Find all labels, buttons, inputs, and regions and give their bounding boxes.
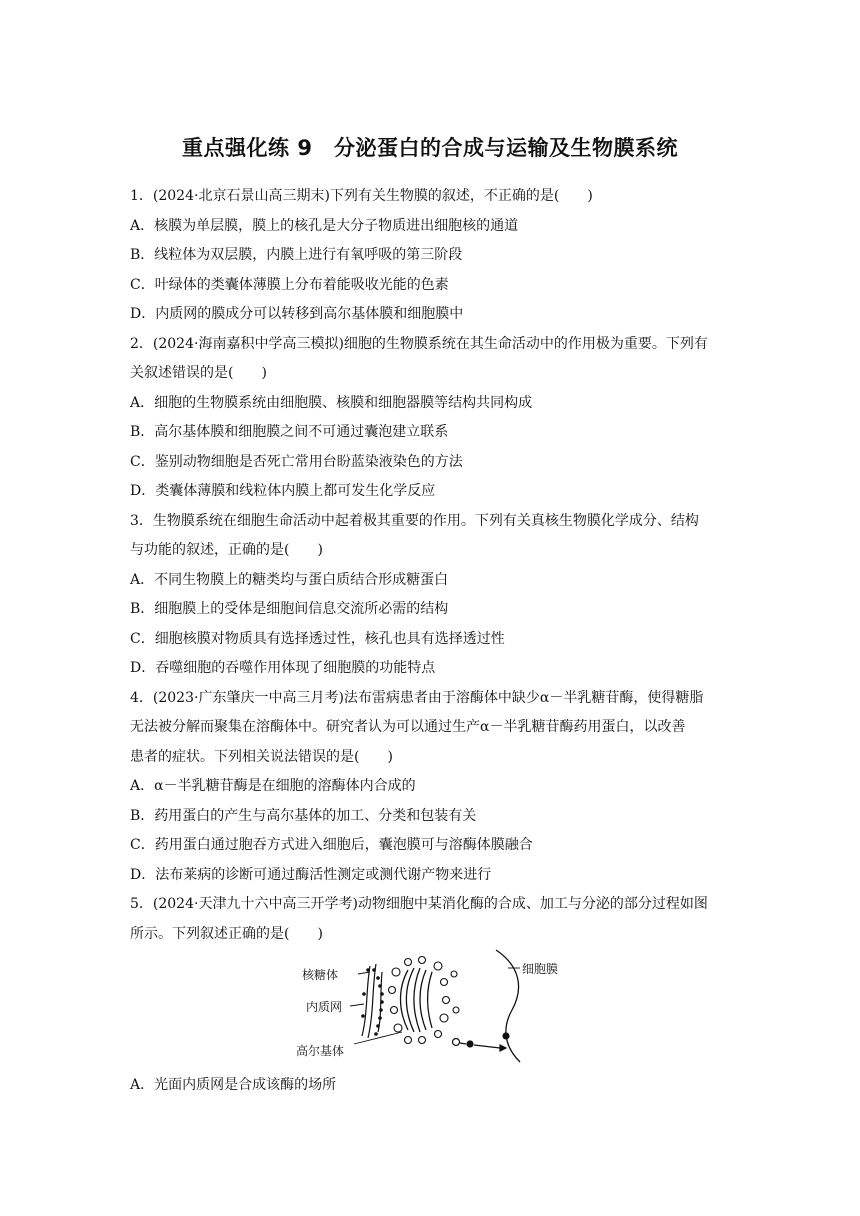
q2-stem-line2: 关叙述错误的是( ) [130, 365, 267, 381]
q3-option-d: D．吞噬细胞的吞噬作用体现了细胞膜的功能特点 [130, 660, 436, 676]
q1-option-a: A．核膜为单层膜，膜上的核孔是大分子物质进出细胞核的通道 [130, 218, 519, 234]
q4-stem-line3: 患者的症状。下列相关说法错误的是( ) [130, 749, 393, 765]
cell-secretion-diagram [298, 948, 588, 1063]
q4-option-b: B．药用蛋白的产生与高尔基体的加工、分类和包装有关 [130, 808, 477, 824]
q1-stem: 1．(2024·北京石景山高三期末)下列有关生物膜的叙述，不正确的是( ) [130, 188, 593, 204]
label-golgi: 高尔基体 [296, 1044, 345, 1058]
q2-option-b: B．高尔基体膜和细胞膜之间不可通过囊泡建立联系 [130, 424, 449, 440]
q2-option-a: A．细胞的生物膜系统由细胞膜、核膜和细胞器膜等结构共同构成 [130, 395, 533, 411]
golgi-stack [401, 968, 433, 1032]
q2-stem-line1: 2．(2024·海南嘉积中学高三模拟)细胞的生物膜系统在其生命活动中的作用极为重要。下列有 [130, 336, 708, 352]
q5-stem-line2: 所示。下列叙述正确的是( ) [130, 926, 323, 942]
q5-stem-line1: 5．(2024·天津九十六中高三开学考)动物细胞中某消化酶的合成、加工与分泌的部分过程如图 [130, 896, 708, 912]
q2-option-c: C．鉴别动物细胞是否死亡常用台盼蓝染液染色的方法 [130, 454, 463, 470]
q1-option-d: D．内质网的膜成分可以转移到高尔基体膜和细胞膜中 [130, 306, 464, 322]
vesicles [389, 957, 460, 1044]
secretion-path [453, 1033, 510, 1051]
page-title: 重点强化练 9 分泌蛋白的合成与运输及生物膜系统 [182, 136, 678, 160]
q2-option-d: D．类囊体薄膜和线粒体内膜上都可发生化学反应 [130, 483, 436, 499]
q3-stem-line2: 与功能的叙述，正确的是( ) [130, 542, 323, 558]
q3-option-c: C．细胞核膜对物质具有选择透过性，核孔也具有选择透过性 [130, 631, 505, 647]
label-er: 内质网 [306, 1000, 343, 1014]
q5-option-a: A．光面内质网是合成该酶的场所 [130, 1077, 337, 1093]
q4-option-c: C．药用蛋白通过胞吞方式进入细胞后，囊泡膜可与溶酶体膜融合 [130, 837, 533, 853]
q4-option-d: D．法布莱病的诊断可通过酶活性测定或测代谢产物来进行 [130, 867, 492, 883]
q3-stem-line1: 3．生物膜系统在细胞生命活动中起着极其重要的作用。下列有关真核生物膜化学成分、结构 [130, 513, 699, 529]
label-ribosome: 核糖体 [302, 968, 339, 982]
q4-stem-line2: 无法被分解而聚集在溶酶体中。研究者认为可以通过生产α－半乳糖苷酶药用蛋白，以改善 [130, 719, 686, 735]
label-cell-membrane: 细胞膜 [522, 962, 559, 976]
q4-stem-line1: 4．(2023·广东肇庆一中高三月考)法布雷病患者由于溶酶体中缺少α－半乳糖苷酶，使得糖脂 [130, 690, 704, 706]
q1-option-b: B．线粒体为双层膜，内膜上进行有氧呼吸的第三阶段 [130, 247, 463, 263]
q4-option-a: A．α－半乳糖苷酶是在细胞的溶酶体内合成的 [130, 778, 416, 794]
q1-option-c: C．叶绿体的类囊体薄膜上分布着能吸收光能的色素 [130, 277, 449, 293]
q3-option-b: B．细胞膜上的受体是细胞间信息交流所必需的结构 [130, 601, 449, 617]
q3-option-a: A．不同生物膜上的糖类均与蛋白质结合形成糖蛋白 [130, 572, 449, 588]
